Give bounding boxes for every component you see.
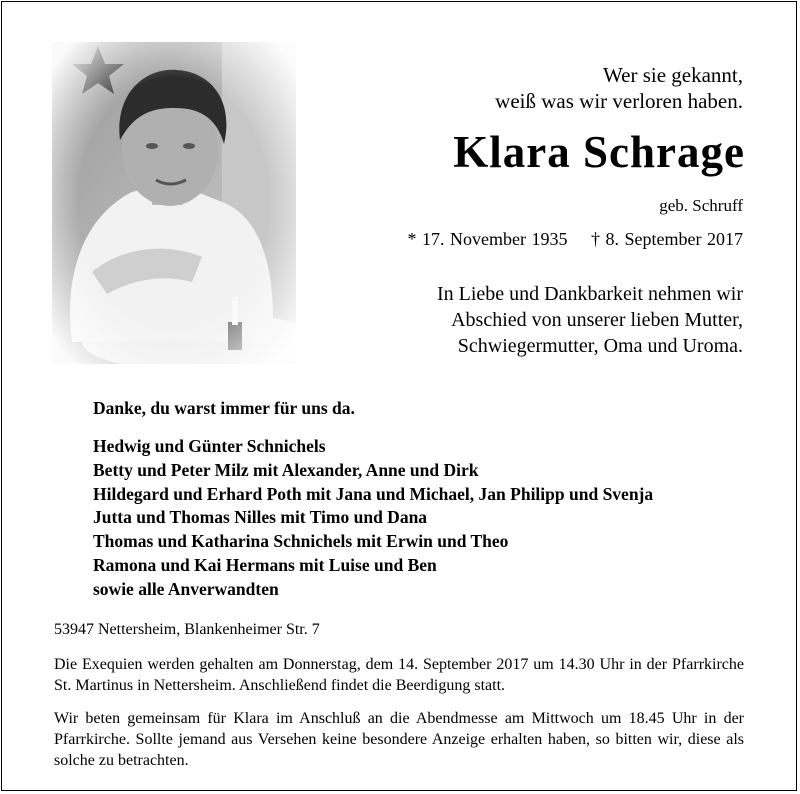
family-address: 53947 Nettersheim, Blankenheimer Str. 7 [54, 621, 320, 638]
life-dates [408, 229, 743, 250]
mourners-list [93, 435, 653, 602]
mourner-entry: sowie alle Anverwandten [93, 578, 279, 599]
farewell-line: Abschied von unserer lieben Mutter, [451, 309, 743, 331]
memorial-quote [495, 62, 743, 114]
deceased-name: Klara Schrage [453, 127, 745, 177]
mourner-entry: Hedwig und Günter Schnichels [93, 436, 326, 456]
farewell-line: Schwiegermutter, Oma und Uroma. [457, 335, 743, 357]
quote-line: weiß was wir verloren haben. [495, 89, 743, 113]
portrait-photo [52, 42, 296, 364]
birth-date: * 17. November 1935 [407, 229, 568, 249]
funeral-info: Die Exequien werden gehalten am Donnerstag, dem 14. September 2017 um 14.30 Uhr in der Pfarrkirche St. Martinus in Nettersheim. Anschließend findet die Beerdigung statt. [54, 656, 744, 694]
mourner-entry: Betty und Peter Milz mit Alexander, Anne und Dirk [93, 459, 479, 480]
mourner-entry: Jutta und Thomas Nilles mit Timo und Dana [93, 507, 428, 528]
thanks-line: Danke, du warst immer für uns da. [93, 398, 355, 418]
farewell-text [437, 281, 743, 359]
farewell-line: In Liebe und Dankbarkeit nehmen wir [436, 283, 743, 305]
birth-name: geb. Schruff [659, 196, 743, 215]
quote-line: Wer sie gekannt, [602, 63, 743, 87]
death-date: † 8. September 2017 [591, 229, 743, 249]
mourner-entry: Hildegard und Erhard Poth mit Jana und Michael, Jan Philipp und Svenja [93, 483, 654, 504]
mourner-entry: Thomas und Katharina Schnichels mit Erwin und Theo [93, 531, 509, 552]
mourner-entry: Ramona und Kai Hermans mit Luise und Ben [93, 554, 437, 575]
prayer-info: Wir beten gemeinsam für Klara im Anschluß an die Abendmesse am Mittwoch um 18.45 Uhr in der Pfarrkirche. Sollte jemand aus Versehen keine besondere Anzeige erhalten haben, so bitten wir, diese als solche zu betrachten. [54, 710, 744, 769]
